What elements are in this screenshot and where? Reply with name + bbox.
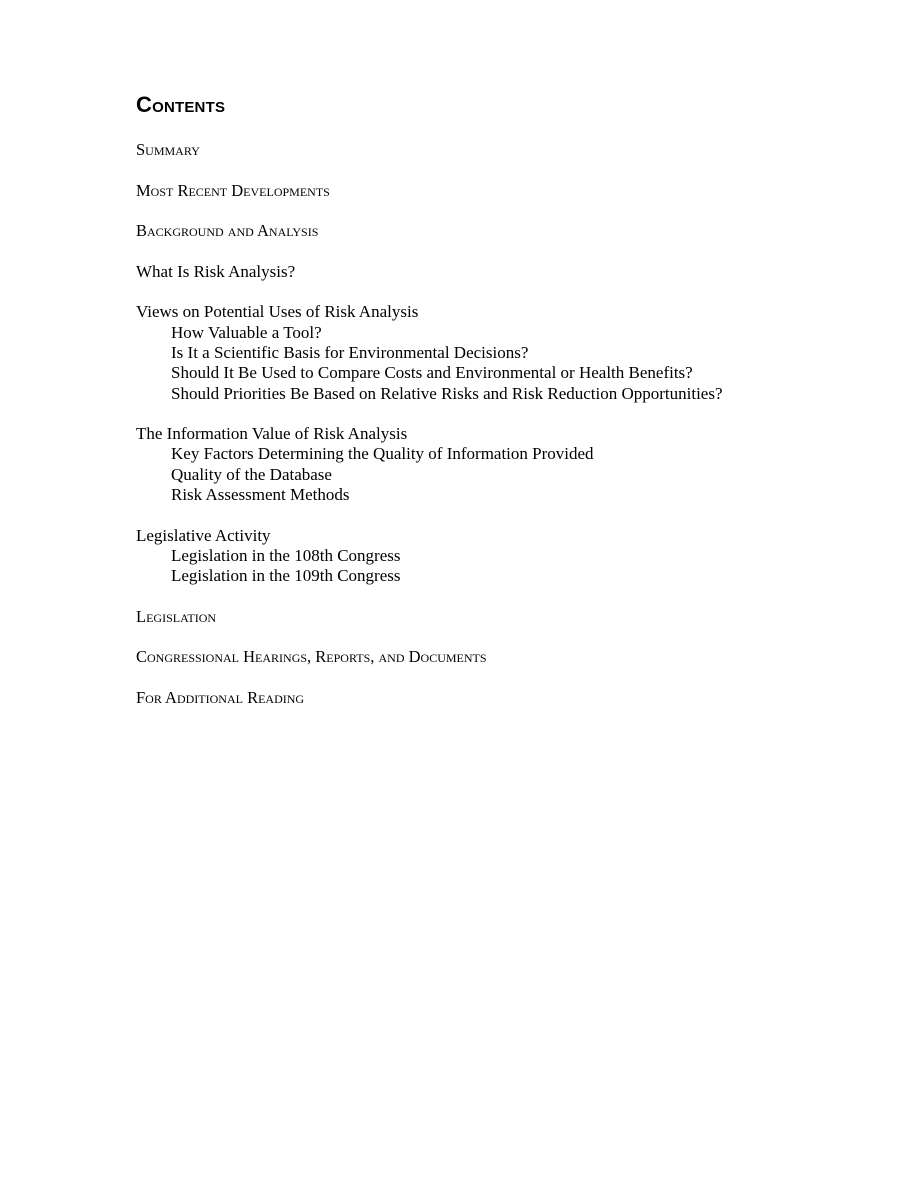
toc-entry-additional-reading[interactable]: For Additional Reading [136,688,305,708]
toc-subentry[interactable]: Key Factors Determining the Quality of Information Provided [171,444,594,464]
toc-entry-congressional-hearings[interactable]: Congressional Hearings, Reports, and Documents [136,647,487,667]
toc-subentry[interactable]: How Valuable a Tool? [171,322,322,342]
toc-subentry[interactable]: Is It a Scientific Basis for Environmental Decisions? [171,342,529,362]
toc-entry-summary[interactable]: Summary [136,140,200,159]
toc-entry-information-value[interactable]: The Information Value of Risk Analysis [136,424,408,444]
toc-subentry[interactable]: Should Priorities Be Based on Relative Risks and Risk Reduction Opportunities? [171,383,723,403]
table-of-contents [136,140,876,708]
toc-subentry[interactable]: Legislation in the 108th Congress [171,545,401,565]
toc-entry-legislation[interactable]: Legislation [136,606,217,626]
toc-entry-legislative-activity[interactable]: Legislative Activity [136,525,271,545]
toc-subentry[interactable]: Should It Be Used to Compare Costs and Environmental or Health Benefits? [171,363,693,383]
toc-subentry[interactable]: Quality of the Database [171,464,332,484]
toc-subentry[interactable]: Legislation in the 109th Congress [171,566,401,586]
toc-entry-most-recent-developments[interactable]: Most Recent Developments [136,180,330,200]
contents-heading: Contents [136,92,226,117]
toc-entry-what-is-risk-analysis[interactable]: What Is Risk Analysis? [136,261,296,281]
toc-entry-background-and-analysis[interactable]: Background and Analysis [136,221,319,241]
toc-entry-views-on-potential-uses[interactable]: Views on Potential Uses of Risk Analysis [136,302,419,322]
toc-subentry[interactable]: Risk Assessment Methods [171,485,350,505]
